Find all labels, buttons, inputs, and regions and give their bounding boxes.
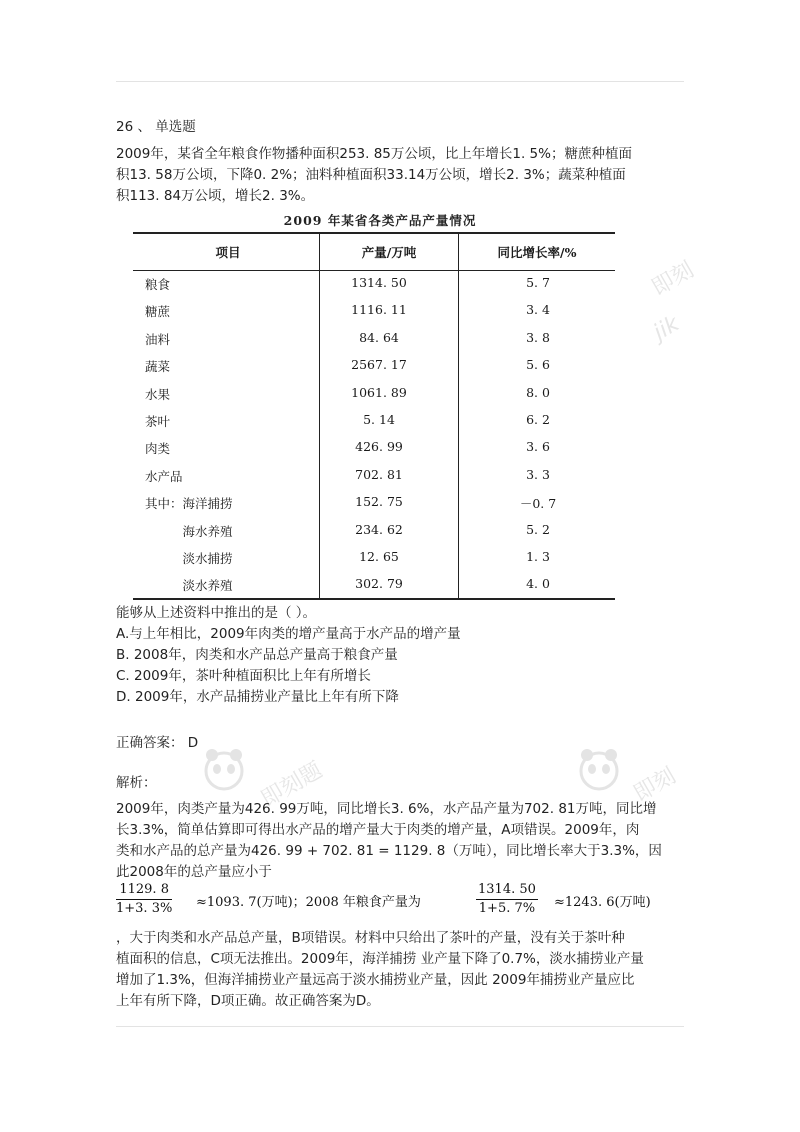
- row-growth: 3. 6: [526, 439, 550, 455]
- row-item: 水产品: [145, 468, 183, 484]
- analysis-line: 增加了1.3%，但海洋捕捞业产量远高于淡水捕捞业产量，因此 2009年捕捞业产量应比: [116, 972, 635, 988]
- row-growth: 1. 3: [526, 548, 550, 564]
- table-row: [133, 353, 615, 380]
- fraction-denominator: 1+5. 7%: [478, 901, 536, 916]
- row-output: 426. 99: [355, 439, 403, 455]
- row-item: 淡水捕捞: [145, 550, 233, 566]
- options-prompt: 能够从上述资料中推出的是（ ）。: [116, 605, 317, 621]
- fraction-2008-grain: [476, 881, 538, 918]
- row-output: 302. 79: [355, 576, 403, 592]
- table-row: [133, 435, 615, 462]
- table-row: [133, 545, 615, 572]
- table-title: 2009 年某省各类产品产量情况: [283, 213, 477, 228]
- row-output: 1314. 50: [351, 275, 407, 290]
- stem-line: 2009年，某省全年粮食作物播种面积253. 85万公顷，比上年增长1. 5%；糖蔗种植面: [116, 146, 632, 162]
- analysis-label: 解析：: [116, 775, 157, 791]
- analysis-line: 类和水产品的总产量为426. 99 + 702. 81 = 1129. 8（万吨），同比增长率大于3.3%，因: [116, 843, 662, 859]
- row-output: 12. 65: [359, 548, 399, 564]
- table-row: [133, 271, 615, 298]
- row-item: 淡水养殖: [145, 578, 233, 594]
- row-growth: 4. 0: [526, 576, 550, 592]
- fraction-2008-total: [116, 881, 172, 918]
- analysis-formula: [116, 879, 688, 925]
- table-header: [133, 234, 615, 271]
- row-output: 234. 62: [355, 521, 403, 537]
- fraction-numerator: 1129. 8: [116, 881, 172, 900]
- row-growth: 5. 7: [526, 275, 550, 290]
- row-item: 油料: [145, 331, 171, 347]
- table-row: [133, 518, 615, 545]
- table-row: [133, 490, 615, 517]
- header-item: 项目: [215, 245, 241, 260]
- row-output: 5. 14: [363, 411, 395, 427]
- row-item: 水果: [145, 386, 171, 402]
- fraction-denominator: 1+3. 3%: [116, 901, 173, 916]
- option-d[interactable]: D. 2009年，水产品捕捞业产量比上年有所下降: [116, 689, 399, 705]
- row-growth: 8. 0: [526, 384, 550, 400]
- analysis-line: ，大于肉类和水产品总产量，B项错误。材料中只给出了茶叶的产量，没有关于茶叶种: [116, 930, 625, 946]
- analysis-text-continued: [116, 928, 688, 1012]
- row-output: 1061. 89: [351, 384, 407, 400]
- row-growth: 3. 8: [526, 329, 550, 345]
- row-output: 702. 81: [355, 466, 403, 482]
- watermark-text: 即刻: [647, 257, 699, 302]
- header-output: 产量/万吨: [361, 245, 417, 260]
- row-item: 海水养殖: [145, 523, 233, 539]
- row-item: 肉类: [145, 441, 171, 457]
- watermark-text: 即刻: [629, 763, 681, 808]
- row-output: 2567. 17: [351, 357, 407, 373]
- stem-line: 积113. 84万公顷，增长2. 3%。: [116, 188, 315, 204]
- watermark-text: jik: [649, 311, 684, 346]
- question-header: 26 、 单选题: [116, 119, 196, 135]
- row-growth: 6. 2: [526, 411, 550, 427]
- row-output: 152. 75: [355, 494, 403, 510]
- row-growth: 5. 2: [526, 521, 550, 537]
- analysis-line: 上年有所下降，D项正确。故正确答案为D。: [116, 993, 380, 1009]
- option-a[interactable]: A.与上年相比，2009年肉类的增产量高于水产品的增产量: [116, 626, 461, 642]
- fraction-numerator: 1314. 50: [476, 881, 538, 900]
- table-row: [133, 298, 615, 325]
- row-growth: 5. 6: [526, 357, 550, 373]
- option-c[interactable]: C. 2009年，茶叶种植面积比上年有所增长: [116, 668, 371, 684]
- row-item: 茶叶: [145, 413, 171, 429]
- answer-options: [116, 603, 688, 708]
- analysis-line: 此2008年的总产量应小于: [116, 864, 272, 880]
- watermark-text: 即刻题: [257, 757, 327, 813]
- row-growth: 3. 4: [526, 302, 550, 318]
- table-row: [133, 463, 615, 490]
- bottom-divider: [116, 1026, 684, 1027]
- row-item: 糖蔗: [145, 304, 171, 320]
- row-output: 1116. 11: [351, 302, 407, 318]
- table-row: [133, 408, 615, 435]
- table-body: [133, 271, 615, 600]
- analysis-line: 植面积的信息，C项无法推出。2009年，海洋捕捞 业产量下降了0.7%，淡水捕捞业产量: [116, 951, 644, 967]
- production-table: [133, 232, 615, 600]
- analysis-line: 长3.3%，简单估算即可得出水产品的增产量大于肉类的增产量，A项错误。2009年，肉: [116, 822, 640, 838]
- analysis-line: 2009年，肉类产量为426. 99万吨，同比增长3. 6%，水产品产量为702. 81万吨，同比增: [116, 801, 657, 817]
- top-divider: [116, 81, 684, 82]
- analysis-text: [116, 799, 688, 883]
- row-item: 粮食: [145, 277, 171, 292]
- row-output: 84. 64: [359, 329, 399, 345]
- stem-line: 积13. 58万公顷，下降0. 2%；油料种植面积33.14万公顷，增长2. 3%；蔬菜种植面: [116, 167, 626, 183]
- formula-result-2: ≈1243. 6(万吨): [554, 895, 651, 910]
- row-item: 其中：海洋捕捞: [145, 496, 233, 512]
- correct-answer: 正确答案： D: [116, 735, 199, 751]
- table-row: [133, 572, 615, 599]
- row-growth: －0. 7: [519, 496, 557, 512]
- question-stem: [116, 144, 688, 207]
- table-row: [133, 381, 615, 408]
- formula-result-1: ≈1093. 7(万吨)；2008 年粮食产量为: [196, 895, 421, 910]
- row-growth: 3. 3: [526, 466, 550, 482]
- row-item: 蔬菜: [145, 359, 171, 375]
- table-row: [133, 326, 615, 353]
- option-b[interactable]: B. 2008年，肉类和水产品总产量高于粮食产量: [116, 647, 398, 663]
- header-growth-rate: 同比增长率/%: [497, 245, 577, 260]
